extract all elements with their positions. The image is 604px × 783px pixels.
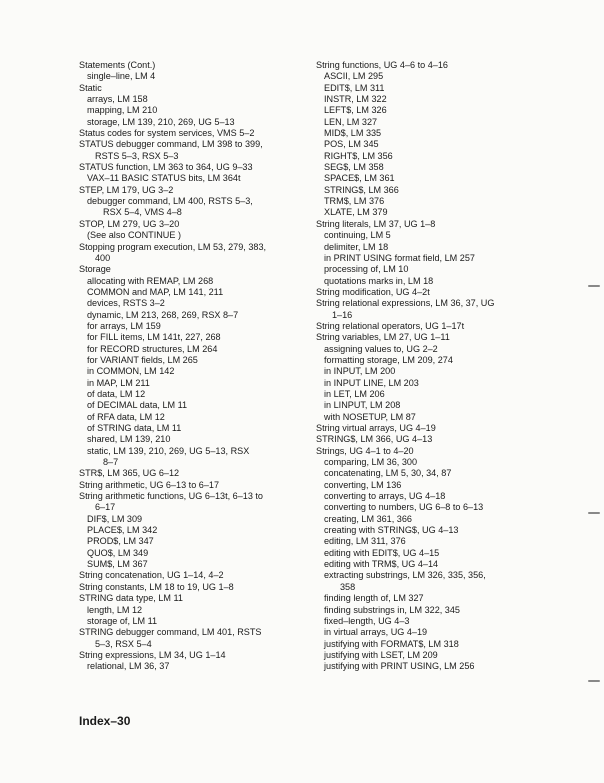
index-entry: debugger command, LM 400, RSTS 5–3, [87, 196, 253, 207]
index-entry: String modification, UG 4–2t [316, 286, 430, 297]
index-entry: in LINPUT, LM 208 [324, 400, 401, 411]
margin-mark [588, 285, 600, 287]
index-entry: storage of, LM 11 [87, 615, 158, 626]
index-entry: arrays, LM 158 [87, 94, 148, 105]
index-entry: finding substrings in, LM 322, 345 [324, 604, 460, 615]
index-entry: single–line, LM 4 [87, 71, 156, 82]
index-entry: String concatenation, UG 1–14, 4–2 [79, 570, 224, 581]
index-entry: for arrays, LM 159 [87, 320, 161, 331]
index-entry: QUO$, LM 349 [87, 547, 149, 558]
index-entry: in virtual arrays, UG 4–19 [324, 627, 428, 638]
index-entry: DIF$, LM 309 [87, 513, 143, 524]
index-entry: dynamic, LM 213, 268, 269, RSX 8–7 [87, 309, 239, 320]
index-entry: delimiter, LM 18 [324, 241, 389, 252]
index-entry: TRM$, LM 376 [324, 196, 385, 207]
index-entry: String expressions, LM 34, UG 1–14 [79, 649, 226, 660]
index-entry: converting to arrays, UG 4–18 [324, 491, 446, 502]
index-entry: justifying with FORMAT$, LM 318 [324, 638, 459, 649]
index-entry: XLATE, LM 379 [324, 207, 388, 218]
index-entry: allocating with REMAP, LM 268 [87, 275, 214, 286]
index-entry: RSTS 5–3, RSX 5–3 [95, 150, 179, 161]
index-entry: RIGHT$, LM 356 [324, 150, 393, 161]
index-entry: RSX 5–4, VMS 4–8 [103, 207, 182, 218]
index-entry: fixed–length, UG 4–3 [324, 615, 410, 626]
index-entry: finding length of, LM 327 [324, 593, 424, 604]
index-entry: String relational expressions, LM 36, 37, UG [316, 298, 495, 309]
index-entry: String arithmetic, UG 6–13 to 6–17 [79, 479, 220, 490]
index-entry: for VARIANT fields, LM 265 [87, 354, 198, 365]
index-entry: editing, LM 311, 376 [324, 536, 406, 547]
index-entry: editing with EDIT$, UG 4–15 [324, 547, 440, 558]
index-entry: String variables, LM 27, UG 1–11 [316, 332, 450, 343]
index-entry: 8–7 [103, 457, 119, 468]
index-entry: creating with STRING$, UG 4–13 [324, 525, 459, 536]
index-entry: STEP, LM 179, UG 3–2 [79, 184, 174, 195]
index-entry: with NOSETUP, LM 87 [324, 411, 416, 422]
index-entry: in INPUT, LM 200 [324, 366, 396, 377]
index-entry: Static [79, 82, 102, 93]
index-entry: Storage [79, 264, 111, 275]
index-entry: 5–3, RSX 5–4 [95, 638, 152, 649]
index-column-left [79, 60, 309, 673]
index-entry: 358 [340, 581, 356, 592]
index-entry: storage, LM 139, 210, 269, UG 5–13 [87, 116, 235, 127]
index-entry: length, LM 12 [87, 604, 143, 615]
index-entry: justifying with LSET, LM 209 [324, 649, 438, 660]
page-number: Index–30 [79, 714, 131, 728]
index-entry: COMMON and MAP, LM 141, 211 [87, 286, 224, 297]
index-entry: of RFA data, LM 12 [87, 411, 165, 422]
index-entry: String functions, UG 4–6 to 4–16 [316, 60, 448, 70]
index-entry: STOP, LM 279, UG 3–20 [79, 218, 180, 229]
index-entry: LEFT$, LM 326 [324, 105, 387, 116]
index-entry: of data, LM 12 [87, 388, 146, 399]
index-entry: continuing, LM 5 [324, 230, 391, 241]
index-entry: of DECIMAL data, LM 11 [87, 400, 188, 411]
index-entry: Status codes for system services, VMS 5–2 [79, 128, 255, 139]
index-entry: quotations marks in, LM 18 [324, 275, 434, 286]
index-entry: relational, LM 36, 37 [87, 661, 170, 672]
index-entry: VAX–11 BASIC STATUS bits, LM 364t [87, 173, 241, 184]
index-entry: processing of, LM 10 [324, 264, 409, 275]
index-entry: STRING$, LM 366 [324, 184, 399, 195]
index-entry: (See also CONTINUE ) [87, 230, 181, 241]
index-entry: in LET, LM 206 [324, 388, 385, 399]
index-entry: STRING debugger command, LM 401, RSTS [79, 627, 262, 638]
index-entry: STRING$, LM 366, UG 4–13 [316, 434, 433, 445]
index-entry: EDIT$, LM 311 [324, 82, 385, 93]
index-entry: String literals, LM 37, UG 1–8 [316, 218, 436, 229]
index-entry: String constants, LM 18 to 19, UG 1–8 [79, 581, 234, 592]
index-entry: Statements (Cont.) [79, 60, 156, 70]
margin-mark [588, 512, 600, 514]
index-entry: SEG$, LM 358 [324, 162, 384, 173]
index-entry: concatenating, LM 5, 30, 34, 87 [324, 468, 452, 479]
index-entry: editing with TRM$, UG 4–14 [324, 559, 439, 570]
index-entry: STR$, LM 365, UG 6–12 [79, 468, 180, 479]
index-entry: assigning values to, UG 2–2 [324, 343, 438, 354]
index-entry: INSTR, LM 322 [324, 94, 387, 105]
index-entry: in MAP, LM 211 [87, 377, 150, 388]
index-entry: mapping, LM 210 [87, 105, 158, 116]
index-entry: 6–17 [95, 502, 116, 513]
index-entry: devices, RSTS 3–2 [87, 298, 165, 309]
index-entry: SPACE$, LM 361 [324, 173, 395, 184]
index-entry: POS, LM 345 [324, 139, 379, 150]
index-entry: for RECORD structures, LM 264 [87, 343, 218, 354]
index-entry: SUM$, LM 367 [87, 559, 148, 570]
index-entry: STATUS function, LM 363 to 364, UG 9–33 [79, 162, 253, 173]
index-entry: converting to numbers, UG 6–8 to 6–13 [324, 502, 484, 513]
index-entry: PROD$, LM 347 [87, 536, 154, 547]
index-entry: String virtual arrays, UG 4–19 [316, 423, 436, 433]
index-entry: static, LM 139, 210, 269, UG 5–13, RSX [87, 445, 250, 456]
index-entry: LEN, LM 327 [324, 116, 378, 127]
index-entry: MID$, LM 335 [324, 128, 382, 139]
index-entry: String arithmetic functions, UG 6–13t, 6–13 to [79, 491, 263, 502]
index-entry: ASCII, LM 295 [324, 71, 384, 82]
index-entry: creating, LM 361, 366 [324, 513, 412, 524]
index-entry: shared, LM 139, 210 [87, 434, 171, 445]
index-entry: extracting substrings, LM 326, 335, 356, [324, 570, 486, 581]
index-entry: STATUS debugger command, LM 398 to 399, [79, 139, 263, 150]
index-entry: comparing, LM 36, 300 [324, 457, 418, 468]
index-entry: in INPUT LINE, LM 203 [324, 377, 419, 388]
index-entry: formatting storage, LM 209, 274 [324, 354, 453, 365]
index-entry: STRING data type, LM 11 [79, 593, 183, 604]
index-entry: Stopping program execution, LM 53, 279, 383, [79, 241, 267, 252]
index-entry: for FILL items, LM 141t, 227, 268 [87, 332, 221, 343]
index-entry: in COMMON, LM 142 [87, 366, 175, 377]
index-entry: converting, LM 136 [324, 479, 402, 490]
index-entry: String relational operators, UG 1–17t [316, 320, 465, 331]
index-entry: Strings, UG 4–1 to 4–20 [316, 445, 414, 456]
index-entry: 1–16 [332, 309, 353, 320]
index-entry: 400 [95, 252, 111, 263]
index-entry: of STRING data, LM 11 [87, 423, 182, 433]
index-entry: in PRINT USING format field, LM 257 [324, 252, 475, 263]
index-entry: PLACE$, LM 342 [87, 525, 158, 536]
index-column-right [316, 60, 586, 673]
index-entry: justifying with PRINT USING, LM 256 [324, 661, 475, 672]
margin-mark [588, 680, 600, 682]
